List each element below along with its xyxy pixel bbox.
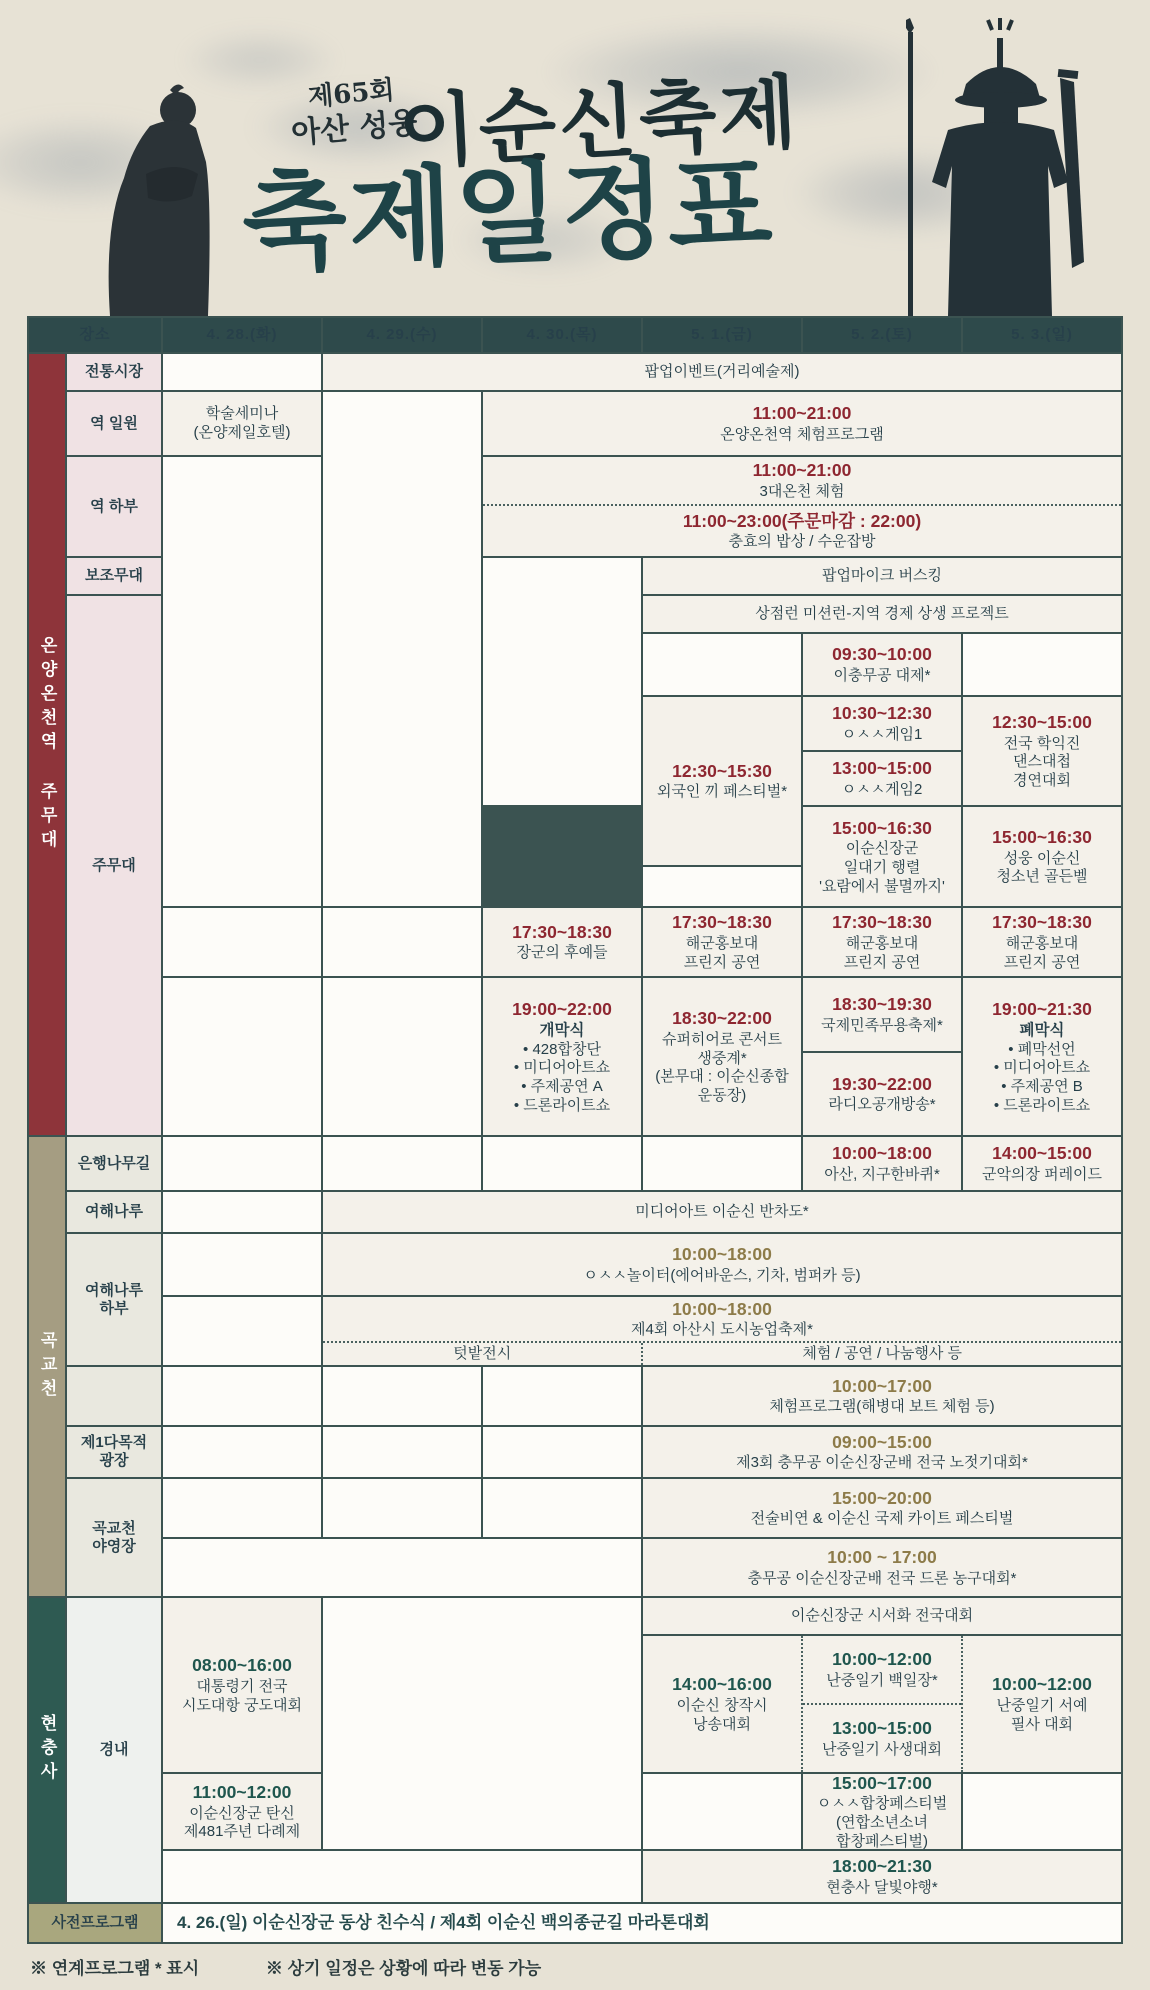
event-marine-boat — [643, 1367, 1121, 1425]
cell-text: 군악의장 퍼레이드 — [981, 1165, 1103, 1183]
cell-text: • 미디어아트쇼 — [513, 1059, 611, 1077]
cell-text: 하부 — [99, 1299, 129, 1317]
event-game1 — [803, 697, 961, 750]
cell-text: ㅇㅅㅅ게임1 — [841, 725, 923, 743]
header-date-0502 — [803, 318, 961, 352]
cell-text: 체험프로그램(해병대 보트 체험 등) — [769, 1398, 995, 1416]
section-name-text: 현충사 — [37, 1714, 57, 1786]
event-navy-fringe-sat — [803, 908, 961, 976]
cell-text: 현충사 달빛야행* — [826, 1878, 938, 1896]
event-shop-run — [643, 596, 1121, 632]
cell-text: • 드론라이트쇼 — [993, 1096, 1091, 1114]
cell-text: 운동장) — [697, 1087, 747, 1105]
cell-text: 프린지 공연 — [683, 953, 761, 971]
cell-text: 14:00~16:00 — [672, 1674, 772, 1695]
event-urban-farm — [323, 1297, 1121, 1365]
cell-text: ㅇㅅㅅ게임2 — [841, 780, 923, 798]
cell-text: 15:00~16:30 — [832, 817, 932, 838]
cell-text: 여해나루 — [85, 1203, 143, 1220]
event-asan-around — [803, 1137, 961, 1190]
cell-text: 14:00~15:00 — [992, 1143, 1092, 1164]
cell-text: 상점런 미션런-지역 경제 상생 프로젝트 — [755, 604, 1009, 622]
footnotes — [30, 1954, 541, 1979]
event-daryeje — [163, 1774, 321, 1849]
header-date-0430 — [483, 318, 641, 352]
cell-text: 17:30~18:30 — [672, 912, 772, 933]
empty-r28-c6 — [643, 1774, 801, 1849]
pre-program-content — [163, 1904, 1121, 1942]
label-gokgyocheon-yayeongjang — [67, 1479, 161, 1596]
cell-text: 제1다목적 — [80, 1434, 148, 1451]
event-foreigner-festival — [643, 697, 801, 865]
empty-r23-c4 — [323, 1479, 481, 1537]
cell-part — [323, 1297, 1121, 1341]
cell-text: 4. 29.(수) — [366, 325, 438, 343]
section-strip-hyeonchungsa — [29, 1598, 65, 1902]
empty-r4-c3 — [163, 457, 321, 906]
cell-text: 17:30~18:30 — [992, 912, 1092, 933]
cell-text: 13:00~15:00 — [832, 758, 932, 779]
cell-text: 17:30~18:30 — [512, 921, 612, 942]
empty-r18-c3 — [163, 1234, 321, 1295]
event-seminar — [163, 392, 321, 455]
cell-part — [803, 1703, 961, 1772]
cell-text: 18:30~19:30 — [832, 994, 932, 1015]
cell-text: 10:00~18:00 — [672, 1244, 772, 1265]
cell-text: 19:30~22:00 — [832, 1073, 932, 1094]
cell-text: 외국인 끼 페스티벌* — [656, 783, 788, 801]
cell-text: 이순신 창작시 — [676, 1697, 768, 1715]
cell-text: 국제민족무용축제* — [821, 1016, 943, 1034]
empty-r21-c3 — [163, 1367, 321, 1425]
cell-text: 야영장 — [92, 1537, 136, 1555]
cell-text: • 428합창단 — [523, 1040, 601, 1058]
event-descendants — [483, 908, 641, 976]
cell-text: 팝업마이크 버스킹 — [821, 566, 943, 584]
header-date-0429 — [323, 318, 481, 352]
cell-part — [641, 1343, 1121, 1365]
label-yeok-habu — [67, 457, 161, 556]
cell-text: 청소년 골든벨 — [996, 868, 1088, 886]
event-media-art — [323, 1192, 1121, 1232]
cell-part — [803, 1636, 961, 1703]
cell-text: 09:30~10:00 — [832, 644, 932, 665]
cell-text: 역 하부 — [90, 497, 138, 515]
cell-text: 댄스대첩 — [1013, 753, 1071, 771]
event-station-lower — [483, 457, 1121, 556]
cell-text: 10:00~12:00 — [832, 1649, 932, 1670]
cell-text: 사전프로그램 — [51, 1913, 139, 1931]
label-yeok-ilwon — [67, 392, 161, 455]
cell-text: 10:00~12:00 — [992, 1674, 1092, 1695]
label-gyeongnae — [67, 1598, 161, 1902]
empty-r13-c4 — [323, 908, 481, 976]
cell-text: 12:30~15:00 — [992, 712, 1092, 733]
cell-text: ㅇㅅㅅ합창페스티벌 — [816, 1795, 948, 1813]
cell-text: 팝업이벤트(거리예술제) — [644, 362, 800, 380]
header-date-0501 — [643, 318, 801, 352]
cell-text: 난중일기 사생대회 — [821, 1740, 943, 1758]
cell-text: 10:30~12:30 — [832, 703, 932, 724]
cell-text: 텃밭전시 — [453, 1344, 512, 1362]
cell-text: 은행나무길 — [77, 1154, 151, 1172]
event-nanjung-block — [643, 1636, 1121, 1772]
cell-text: 해군홍보대 — [1005, 935, 1079, 953]
section-name-text: 곡교천 — [37, 1330, 57, 1403]
cell-text: 17:30~18:30 — [832, 912, 932, 933]
event-kite — [643, 1479, 1121, 1537]
cell-text: 난중일기 서예 — [996, 1697, 1088, 1715]
event-popup-street-art — [323, 354, 1121, 390]
empty-r21-c4 — [323, 1367, 481, 1425]
empty-r6-c5 — [483, 558, 641, 805]
edition-number: 제65회 — [306, 75, 396, 113]
cell-text: 11:00~21:00 — [752, 460, 852, 481]
cell-part — [483, 457, 1121, 504]
cell-text: • 주제공연 A — [521, 1078, 603, 1095]
cell-text: 15:00~17:00 — [832, 1774, 932, 1793]
admiral-silhouette-icon — [862, 18, 1112, 316]
event-dance-contest — [963, 697, 1121, 805]
empty-r13-c3 — [163, 908, 321, 976]
cell-text: 광장 — [99, 1452, 129, 1469]
cell-text: 이순신장군 탄신 — [189, 1804, 295, 1822]
cell-text: 합창페스티벌) — [836, 1832, 928, 1849]
poster-subtitle: 축제일정표 — [240, 142, 777, 288]
empty-r28-c8 — [963, 1774, 1121, 1849]
cell-text: 경연대회 — [1013, 772, 1071, 790]
cell-text: 전술비연 & 이순신 국제 카이트 페스티벌 — [750, 1510, 1014, 1528]
cell-text: 이순신장군 — [845, 840, 919, 858]
event-popup-mic — [643, 558, 1121, 594]
cell-text: 프린지 공연 — [843, 953, 921, 971]
schedule-table — [27, 316, 1123, 1944]
cell-text: 전통시장 — [85, 363, 143, 380]
cell-text: 보조무대 — [85, 567, 143, 584]
empty-r14-c3 — [163, 978, 321, 1135]
event-opening — [483, 978, 641, 1135]
cell-text: 낭송대회 — [693, 1715, 751, 1733]
cell-text: 11:00~21:00 — [752, 403, 852, 424]
event-military-band — [963, 1137, 1121, 1190]
event-daeje — [803, 634, 961, 695]
cell-text: 충효의 밥상 / 수운잡방 — [728, 533, 876, 551]
cell-text: 이순신장군 시서화 전국대회 — [790, 1606, 974, 1624]
cell-text: 11:00~23:00(주문마감 : 22:00) — [682, 510, 922, 531]
cell-text: 5. 1.(금) — [691, 325, 753, 343]
cell-text: 19:00~22:00 — [512, 998, 612, 1019]
cell-text: 10:00~18:00 — [832, 1143, 932, 1164]
pre-program-label — [29, 1904, 161, 1942]
poster-banner — [0, 0, 1150, 316]
cell-text: (본무대 : 이순신종합 — [655, 1068, 789, 1086]
footnote-subject-to-change: ※ 상기 일정은 상황에 따라 변동 가능 — [265, 1959, 542, 1978]
cell-text: '요람에서 불멸까지' — [819, 877, 945, 895]
cell-text: 폐막식 — [1019, 1022, 1065, 1040]
cell-text: 경내 — [99, 1741, 129, 1758]
scholar-silhouette-icon — [50, 78, 235, 316]
empty-r22-c5 — [483, 1427, 641, 1477]
cell-text: 15:00~16:30 — [992, 826, 1092, 847]
cell-text: 08:00~16:00 — [192, 1655, 292, 1676]
cell-text: 프린지 공연 — [1003, 953, 1081, 971]
event-onyang-experience — [483, 392, 1121, 455]
label-eunhaengnamu-gil — [67, 1137, 161, 1190]
event-game2 — [803, 752, 961, 805]
event-navy-fringe-sun — [963, 908, 1121, 976]
cell-text: 19:00~21:30 — [992, 998, 1092, 1019]
cell-text: 라디오공개방송* — [828, 1096, 936, 1114]
empty-r23-c3 — [163, 1479, 321, 1537]
empty-r16-c5 — [483, 1137, 641, 1190]
cell-text: • 폐막선언 — [1008, 1040, 1076, 1058]
cell-text: 장군의 후예들 — [516, 944, 608, 962]
section-name-text: 온양온천역 — [37, 635, 57, 756]
cell-text: 미디어아트 이순신 반차도* — [635, 1202, 809, 1220]
cell-text: 12:30~15:30 — [672, 760, 772, 781]
cell-text: 해군홍보대 — [685, 935, 759, 953]
cell-text: 슈퍼히어로 콘서트 — [661, 1030, 783, 1048]
cell-text: 주무대 — [92, 856, 136, 874]
cell-text: 제4회 아산시 도시농업축제* — [631, 1321, 813, 1339]
empty-r17-c3 — [163, 1192, 321, 1232]
cell-text: 학술세미나 — [205, 404, 279, 422]
empty-r14-c4 — [323, 978, 481, 1135]
cell-text: 13:00~15:00 — [832, 1718, 932, 1739]
cell-text: 대통령기 전국 — [196, 1678, 288, 1696]
cell-text: 체험 / 공연 / 나눔행사 등 — [802, 1344, 962, 1362]
event-choir-festival — [803, 1774, 961, 1849]
empty-r12-c6 — [643, 867, 801, 906]
event-radio — [803, 1053, 961, 1135]
empty-r21-c5 — [483, 1367, 641, 1425]
cell-text: 5. 2.(토) — [851, 325, 913, 343]
cell-part — [643, 1636, 801, 1772]
festival-title: 이순신축제 — [396, 64, 802, 180]
cell-text: 해군홍보대 — [845, 935, 919, 953]
cell-text: 곡교천 — [92, 1519, 136, 1537]
empty-r25-c4 — [323, 1598, 641, 1849]
event-calligraphy-contest — [643, 1598, 1121, 1634]
cell-text: 생중계* — [697, 1049, 747, 1067]
event-closing — [963, 978, 1121, 1135]
cell-text: 온양온천역 체험프로그램 — [720, 425, 884, 443]
cell-text: 제481주년 다례제 — [183, 1823, 301, 1841]
cell-text: 충무공 이순신장군배 전국 드론 농구대회* — [747, 1569, 1017, 1587]
empty-r16-c6 — [643, 1137, 801, 1190]
cell-text: 11:00~12:00 — [192, 1781, 292, 1802]
empty-r23-c5 — [483, 1479, 641, 1537]
cell-text: 난중일기 백일장* — [826, 1671, 938, 1689]
event-rowing — [643, 1427, 1121, 1477]
cell-text: 5. 3.(일) — [1011, 325, 1073, 343]
label-blank — [67, 1367, 161, 1425]
cell-text: 일대기 행렬 — [843, 858, 921, 876]
cell-text: 3대온천 체험 — [759, 482, 845, 500]
event-archery — [163, 1598, 321, 1772]
label-yeohaenaru-habu — [67, 1234, 161, 1365]
cell-text: 18:30~22:00 — [672, 1008, 772, 1029]
cell-text: 18:00~21:30 — [832, 1856, 932, 1877]
header-date-0428 — [163, 318, 321, 352]
empty-r22-c4 — [323, 1427, 481, 1477]
empty-r29-c3 — [163, 1851, 641, 1902]
header-location — [29, 318, 161, 352]
cell-text: 개막식 — [539, 1022, 585, 1040]
event-moonlight — [643, 1851, 1121, 1902]
cell-text: 09:00~15:00 — [832, 1431, 932, 1452]
cell-text: 10:00~18:00 — [672, 1298, 772, 1319]
cell-text: 성웅 이순신 — [1003, 849, 1081, 867]
event-folk-dance — [803, 978, 961, 1051]
cell-text: 전국 학익진 — [1003, 734, 1081, 752]
cell-text: 제3회 충무공 이순신장군배 전국 노젓기대회* — [736, 1454, 1028, 1472]
section-strip-gokgyocheon — [29, 1137, 65, 1596]
empty-r16-c3 — [163, 1137, 321, 1190]
cell-text: • 미디어아트쇼 — [993, 1059, 1091, 1077]
cell-text: 10:00~17:00 — [832, 1375, 932, 1396]
label-bojomudae — [67, 558, 161, 594]
event-playground — [323, 1234, 1121, 1295]
event-superhero-concert — [643, 978, 801, 1135]
label-jeontongsijang — [67, 354, 161, 390]
cell-text: (온양제일호텔) — [193, 423, 291, 441]
cell-part — [323, 1343, 641, 1365]
empty-r8-c8 — [963, 634, 1121, 695]
empty-r22-c3 — [163, 1427, 321, 1477]
cell-text: 시도대항 궁도대회 — [181, 1696, 303, 1714]
event-goldenbell — [963, 807, 1121, 906]
event-navy-fringe-fri — [643, 908, 801, 976]
cell-text: 역 일원 — [90, 414, 138, 432]
event-drone-basketball — [643, 1539, 1121, 1596]
cell-text: • 드론라이트쇼 — [513, 1096, 611, 1114]
edition-city: 아산 성웅 — [289, 105, 419, 152]
cell-text: • 주제공연 B — [1001, 1078, 1083, 1095]
cell-text: 여해나루 — [85, 1281, 143, 1299]
header-date-0503 — [963, 318, 1121, 352]
empty-r16-c4 — [323, 1137, 481, 1190]
cell-text: ㅇㅅㅅ놀이터(에어바운스, 기차, 범퍼카 등) — [583, 1266, 861, 1284]
cell-part — [483, 504, 1121, 556]
cell-part — [961, 1636, 1121, 1772]
event-parade — [803, 807, 961, 906]
cell-text: 15:00~20:00 — [832, 1487, 932, 1508]
empty-r8-c6 — [643, 634, 801, 695]
empty-r24-c3 — [163, 1539, 641, 1596]
cell-text: 필사 대회 — [1010, 1715, 1074, 1733]
empty-r2-c3 — [163, 354, 321, 390]
section-name-text: 주무대 — [37, 781, 57, 854]
cell-text: 이충무공 대제* — [833, 666, 931, 684]
label-je1damokjeok — [67, 1427, 161, 1477]
label-yeohaenaru — [67, 1192, 161, 1232]
empty-r3-c4 — [323, 392, 481, 906]
empty-r19-c3 — [163, 1297, 321, 1365]
section-strip-onyang-jumudae — [29, 354, 65, 1135]
cell-text: 아산, 지구한바퀴* — [824, 1165, 940, 1183]
cell-part — [801, 1636, 961, 1772]
cell-text: 4. 26.(일) 이순신장군 동상 친수식 / 제4회 이순신 백의종군길 마라톤대회 — [177, 1913, 710, 1933]
cell-text: 10:00 ~ 17:00 — [827, 1547, 937, 1568]
cell-text: 4. 28.(화) — [206, 325, 278, 343]
cell-part — [323, 1341, 1121, 1365]
footnote-linked-program: ※ 연계프로그램 * 표시 — [30, 1959, 200, 1978]
label-jumudae — [67, 596, 161, 1135]
cell-text: 장소 — [79, 325, 111, 343]
cell-text: (연합소년소녀 — [836, 1813, 928, 1831]
cell-text: 4. 30.(목) — [526, 325, 598, 343]
